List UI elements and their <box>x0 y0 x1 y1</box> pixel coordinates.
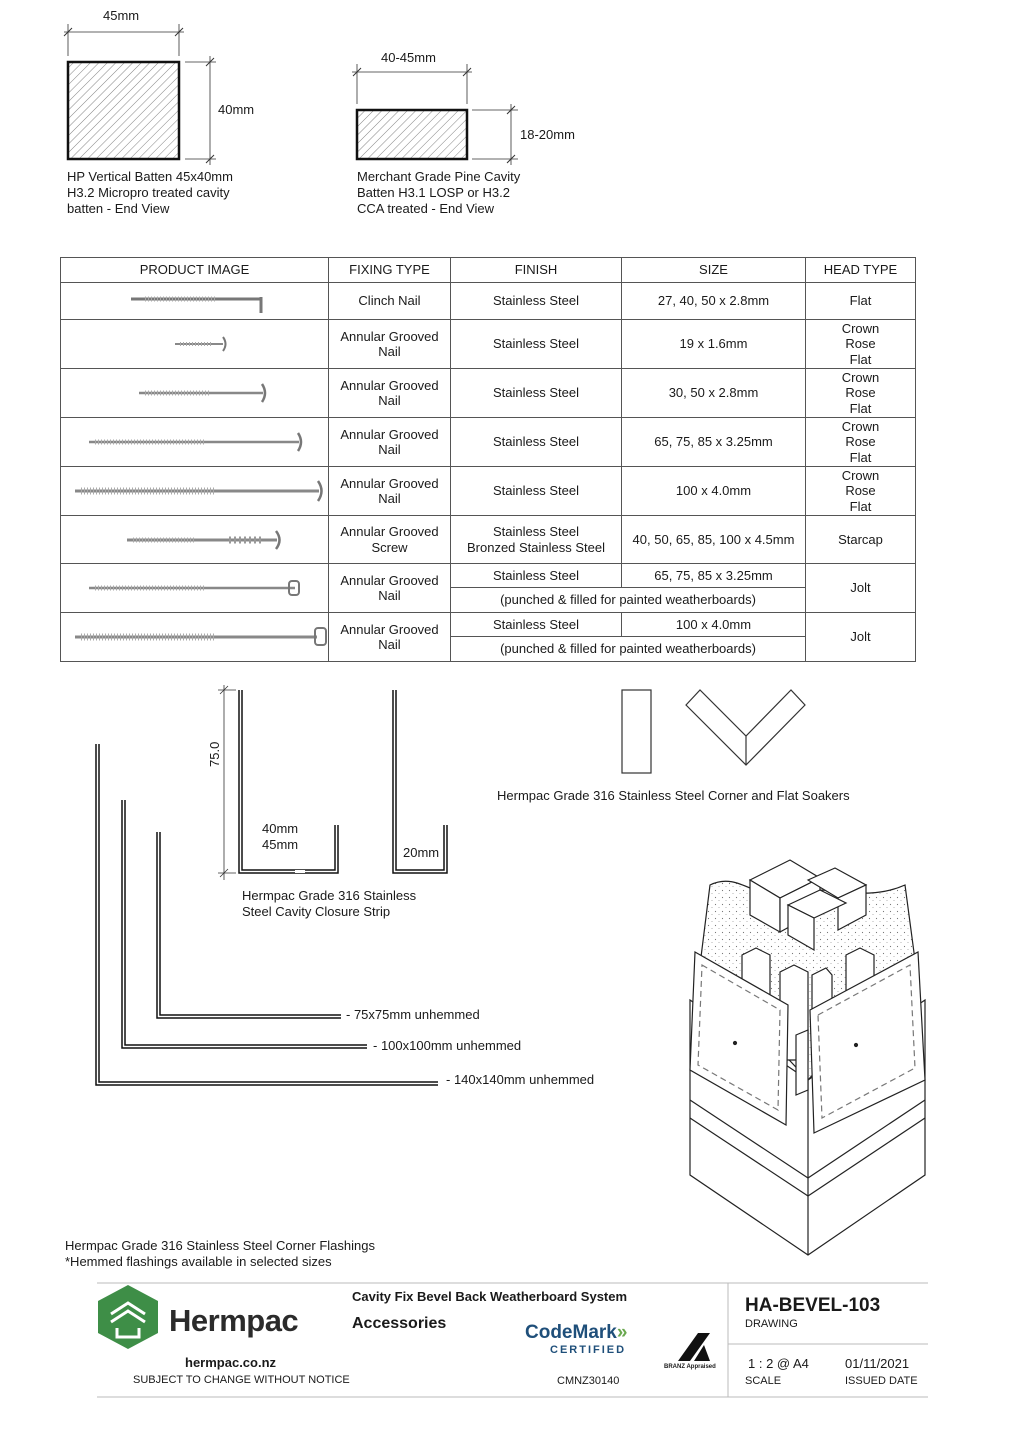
fixing-type-cell: Annular Grooved Nail <box>329 564 451 613</box>
flashing-size-140: - 140x140mm unhemmed <box>446 1072 595 1087</box>
fixing-type-cell: Annular Grooved Nail <box>329 320 451 369</box>
hermpac-logo-icon <box>97 1284 159 1350</box>
col-header-size: SIZE <box>622 258 806 283</box>
head-type-cell: Starcap <box>806 516 916 564</box>
size-cell: 65, 75, 85 x 3.25mm <box>622 418 806 467</box>
codemark-certified: CERTIFIED <box>550 1344 627 1356</box>
fixing-type-cell: Annular Grooved Nail <box>329 369 451 418</box>
head-type-cell: Crown Rose Flat <box>806 418 916 467</box>
branz-label: BRANZ Appraised <box>664 1364 716 1370</box>
flashings-caption: Hermpac Grade 316 Stainless Steel Corner Flashings *Hemmed flashings available in selected sizes <box>65 1238 375 1269</box>
head-type-cell: Crown Rose Flat <box>806 369 916 418</box>
note-cell: (punched & filled for painted weatherboards) <box>451 637 806 662</box>
drawing-number: HA-BEVEL-103 <box>745 1295 881 1316</box>
merchant-batten-height-label: 18-20mm <box>520 127 575 142</box>
col-header-finish: FINISH <box>451 258 622 283</box>
fixing-type-cell: Annular Grooved Screw <box>329 516 451 564</box>
merchant-batten-caption: Merchant Grade Pine Cavity Batten H3.1 LOSP or H3.2 CCA treated - End View <box>357 169 521 216</box>
soakers-caption: Hermpac Grade 316 Stainless Steel Corner and Flat Soakers <box>497 788 850 803</box>
closure-narrow-label: 20mm <box>403 845 440 860</box>
finish-cell: Stainless Steel <box>451 467 622 516</box>
scale-value: 1 : 2 @ A4 <box>748 1356 809 1371</box>
website-link[interactable]: hermpac.co.nz <box>185 1355 277 1370</box>
head-type-cell: Jolt <box>806 613 916 662</box>
flashing-size-75: - 75x75mm unhemmed <box>346 1007 480 1022</box>
finish-cell: Stainless Steel <box>451 369 622 418</box>
closure-caption: Hermpac Grade 316 Stainless Steel Cavity Closure Strip <box>242 888 417 919</box>
merchant-batten-width-label: 40-45mm <box>381 50 436 65</box>
col-header-fixing-type: FIXING TYPE <box>329 258 451 283</box>
hp-batten-caption: HP Vertical Batten 45x40mm H3.2 Micropro treated cavity batten - End View <box>67 169 233 216</box>
codemark-logo: CodeMark» <box>525 1322 628 1343</box>
issued-date: 01/11/2021 <box>845 1356 910 1371</box>
scale-label: SCALE <box>745 1375 782 1387</box>
head-type-cell: Crown Rose Flat <box>806 467 916 516</box>
closure-width-labels: 40mm 45mm <box>262 821 299 852</box>
size-cell: 30, 50 x 2.8mm <box>622 369 806 418</box>
col-header-head-type: HEAD TYPE <box>806 258 916 283</box>
col-header-product-image: PRODUCT IMAGE <box>61 258 329 283</box>
finish-cell: Stainless Steel <box>451 283 622 320</box>
size-cell: 65, 75, 85 x 3.25mm <box>622 564 806 588</box>
system-title: Cavity Fix Bevel Back Weatherboard System <box>352 1289 628 1304</box>
chevron-icon: » <box>616 1322 628 1343</box>
finish-cell: Stainless Steel <box>451 320 622 369</box>
drawing-label: DRAWING <box>745 1318 798 1330</box>
note-cell: (punched & filled for painted weatherboards) <box>451 588 806 613</box>
size-cell: 27, 40, 50 x 2.8mm <box>622 283 806 320</box>
cert-number: CMNZ30140 <box>557 1375 620 1387</box>
fixing-type-cell: Clinch Nail <box>329 283 451 320</box>
hp-batten-height-label: 40mm <box>218 102 255 117</box>
finish-cell: Stainless Steel <box>451 613 622 637</box>
hp-batten-width-label: 45mm <box>103 8 140 23</box>
head-type-cell: Jolt <box>806 564 916 613</box>
closure-height-label: 75.0 <box>207 741 222 767</box>
size-cell: 40, 50, 65, 85, 100 x 4.5mm <box>622 516 806 564</box>
flashing-size-100: - 100x100mm unhemmed <box>373 1038 522 1053</box>
brand-name: Hermpac <box>169 1303 299 1338</box>
fixing-type-cell: Annular Grooved Nail <box>329 613 451 662</box>
branz-logo-icon <box>674 1331 714 1363</box>
head-type-cell: Crown Rose Flat <box>806 320 916 369</box>
issued-label: ISSUED DATE <box>845 1375 918 1387</box>
size-cell: 100 x 4.0mm <box>622 467 806 516</box>
finish-cell: Stainless Steel <box>451 564 622 588</box>
notice-text: SUBJECT TO CHANGE WITHOUT NOTICE <box>133 1374 350 1386</box>
fixing-type-cell: Annular Grooved Nail <box>329 467 451 516</box>
finish-cell: Stainless Steel Bronzed Stainless Steel <box>451 516 622 564</box>
size-cell: 19 x 1.6mm <box>622 320 806 369</box>
size-cell: 100 x 4.0mm <box>622 613 806 637</box>
finish-cell: Stainless Steel <box>451 418 622 467</box>
fixing-type-cell: Annular Grooved Nail <box>329 418 451 467</box>
sheet-title: Accessories <box>352 1315 447 1332</box>
head-type-cell: Flat <box>806 283 916 320</box>
